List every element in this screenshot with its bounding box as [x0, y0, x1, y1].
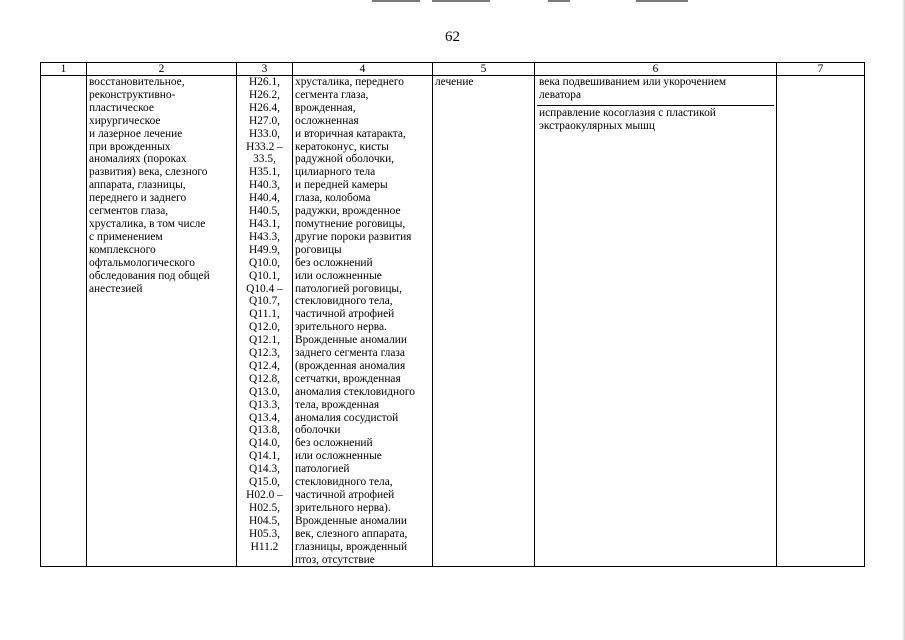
- text-line: пластическое: [89, 101, 154, 114]
- text-line: с применением: [89, 230, 163, 243]
- text-line: другие пороки развития: [295, 230, 412, 243]
- text-line: H40.4,: [248, 192, 280, 205]
- text-line: H40.3,: [248, 179, 280, 192]
- text-line: исправление косоглазия с пластикой: [539, 106, 716, 119]
- text-line: аномалия стекловидного: [295, 385, 415, 398]
- text-line: частичной атрофией: [295, 489, 395, 501]
- text-line: H33.2 –: [246, 140, 283, 153]
- text-line: врожденная,: [295, 101, 356, 114]
- text-line: H26.2,: [248, 88, 280, 101]
- text-line: и передней камеры: [295, 179, 388, 192]
- text-line: H35.1,: [248, 166, 280, 179]
- text-line: H04.5,: [248, 514, 280, 527]
- text-line: при врожденных: [89, 140, 171, 153]
- text-line: Q11.1,: [249, 308, 280, 321]
- text-line: стекловидного тела,: [295, 295, 393, 308]
- text-line: Q12.3,: [248, 347, 280, 360]
- text-line: (врожденная аномалия: [295, 359, 406, 372]
- text-line: H43.1,: [248, 217, 280, 230]
- text-line: Q13.4,: [248, 411, 280, 424]
- text-line: комплексного: [89, 243, 156, 256]
- text-line: Q10.1,: [248, 269, 280, 282]
- text-line: анестезией: [89, 282, 143, 295]
- page-number: 62: [445, 29, 460, 45]
- column-header-4: 4: [293, 63, 433, 76]
- text-line: тела, врожденная: [295, 398, 380, 411]
- text-line: кератоконус, кисты: [295, 140, 389, 153]
- text-line: патологией: [295, 463, 350, 476]
- text-line: без осложнений: [295, 437, 373, 450]
- cell-col7: [777, 76, 865, 567]
- text-line: век, слезного аппарата,: [295, 527, 408, 540]
- text-line: глаза, колобома: [295, 192, 371, 205]
- document-table: [40, 62, 865, 567]
- text-line: оболочки: [295, 424, 341, 437]
- method-entry-1: [537, 76, 774, 102]
- text-line: Q12.0,: [248, 321, 280, 334]
- text-line: развития) века, слезного: [89, 166, 208, 179]
- text-line: хрусталика, в том числе: [89, 217, 206, 230]
- text-line: реконструктивно-: [89, 88, 176, 101]
- text-line: H43.3,: [248, 230, 280, 243]
- text-line: аномалиях (пороках: [89, 153, 187, 166]
- text-line: радужки, врожденное: [295, 205, 401, 218]
- text-line: Q10.4 –: [246, 282, 283, 295]
- cell-treatment-type: [433, 76, 535, 567]
- cell-treatment-description: [87, 76, 237, 567]
- text-line: офтальмологического: [89, 256, 195, 269]
- text-line: патологией роговицы,: [295, 282, 402, 295]
- text-line: без осложнений: [295, 256, 373, 269]
- column-header-7: 7: [777, 63, 865, 76]
- text-line: Q15.0,: [248, 476, 280, 489]
- text-line: стекловидного тела,: [295, 476, 393, 489]
- text-line: хрусталика, переднего: [295, 76, 404, 88]
- text-line: роговицы: [295, 243, 342, 256]
- cell-col1: [41, 76, 87, 567]
- text-line: и лазерное лечение: [89, 127, 183, 140]
- text-line: экстраокулярных мышц: [539, 119, 655, 132]
- text-line: H02.0 –: [246, 489, 283, 501]
- text-line: Врожденные аномалии: [295, 334, 407, 347]
- scan-top-edge-marks: [0, 0, 905, 6]
- text-line: H26.4,: [248, 101, 280, 114]
- text-line: зрительного нерва.: [295, 321, 387, 334]
- text-line: 33.5,: [253, 153, 276, 166]
- text-line: и вторичная катаракта,: [295, 127, 406, 140]
- text-line: H02.5,: [248, 501, 280, 514]
- text-line: Q13.0,: [248, 385, 280, 398]
- text-line: или осложненные: [295, 450, 382, 463]
- text-line: Q12.8,: [248, 372, 280, 385]
- text-line: помутнение роговицы,: [295, 217, 406, 230]
- text-line: осложненная: [295, 114, 359, 127]
- text-line: Q14.1,: [248, 450, 280, 463]
- text-line: сегмента глаза,: [295, 88, 369, 101]
- text-line: Q14.3,: [248, 463, 280, 476]
- text-line: H26.1,: [248, 76, 280, 88]
- text-line: птоз, отсутствие: [295, 553, 375, 566]
- text-line: Q13.3,: [248, 398, 280, 411]
- text-line: аномалия сосудистой: [295, 411, 399, 424]
- text-line: зрительного нерва).: [295, 501, 391, 514]
- text-line: заднего сегмента глаза: [295, 347, 405, 360]
- text-line: Q12.4,: [248, 359, 280, 372]
- text-line: цилиарного тела: [295, 166, 376, 179]
- text-line: леватора: [539, 88, 582, 101]
- text-line: сегментов глаза,: [89, 205, 169, 218]
- column-header-6: 6: [535, 63, 777, 76]
- text-line: хирургическое: [89, 114, 161, 127]
- text-line: радужной оболочки,: [295, 153, 395, 166]
- text-line: сетчатки, врожденная: [295, 372, 401, 385]
- text-line: обследования под общей: [89, 269, 210, 282]
- table-row: [41, 76, 865, 567]
- text-line: лечение: [435, 76, 474, 88]
- text-line: частичной атрофией: [295, 308, 395, 321]
- text-line: переднего и заднего: [89, 192, 187, 205]
- text-line: Врожденные аномалии: [295, 514, 407, 527]
- cell-icd-codes: [237, 76, 293, 567]
- text-line: Q13.8,: [248, 424, 280, 437]
- column-header-2: 2: [87, 63, 237, 76]
- column-header-5: 5: [433, 63, 535, 76]
- column-header-3: 3: [237, 63, 293, 76]
- text-line: Q10.0,: [248, 256, 280, 269]
- cell-diagnosis-description: [293, 76, 433, 567]
- text-line: восстановительное,: [89, 76, 185, 88]
- method-entry-2: [537, 105, 774, 133]
- text-line: H11.2: [250, 540, 279, 553]
- text-line: H49.9,: [248, 243, 280, 256]
- text-line: H27.0,: [248, 114, 280, 127]
- text-line: или осложненные: [295, 269, 382, 282]
- text-line: Q10.7,: [248, 295, 280, 308]
- text-line: глазницы, врожденный: [295, 540, 408, 553]
- text-line: Q12.1,: [248, 334, 280, 347]
- text-line: H05.3,: [248, 527, 280, 540]
- text-line: аппарата, глазницы,: [89, 179, 186, 192]
- cell-treatment-methods: [535, 76, 777, 567]
- text-line: Q14.0,: [248, 437, 280, 450]
- text-line: H33.0,: [248, 127, 280, 140]
- text-line: века подвешиванием или укорочением: [539, 76, 727, 88]
- table-header-row: [41, 63, 865, 76]
- column-header-1: 1: [41, 63, 87, 76]
- text-line: H40.5,: [248, 205, 280, 218]
